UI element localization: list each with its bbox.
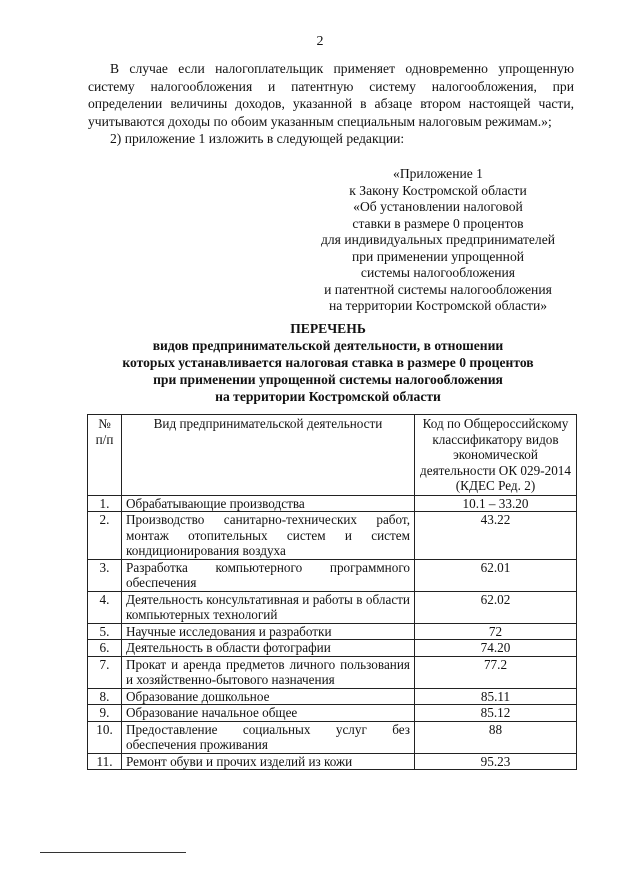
row-activity: Обрабатывающие производства [122,495,415,512]
intro-text [88,60,574,148]
appendix-header [300,166,576,315]
table-row [88,688,577,705]
row-activity: Предоставление социальных услуг без обеспечения проживания [122,721,415,753]
table-row [88,640,577,657]
row-code: 43.22 [415,512,577,560]
row-code: 62.02 [415,591,577,623]
table-header-row [88,415,577,496]
row-activity: Деятельность в области фотографии [122,640,415,657]
row-code: 10.1 – 33.20 [415,495,577,512]
row-code: 72 [415,623,577,640]
appendix-line: ставки в размере 0 процентов [352,215,524,231]
appendix-line: и патентной системы налогообложения [324,281,552,297]
row-activity: Деятельность консультативная и работы в области компьютерных технологий [122,591,415,623]
table-row [88,753,577,770]
row-code: 74.20 [415,640,577,657]
appendix-line: к Закону Костромской области [349,182,527,198]
document-heading [80,320,576,405]
row-activity: Научные исследования и разработки [122,623,415,640]
heading-line: видов предпринимательской деятельности, в отношении [152,338,504,353]
table-row [88,623,577,640]
table-row [88,591,577,623]
row-number: 8. [88,688,122,705]
row-number: 9. [88,705,122,722]
table-row [88,656,577,688]
row-code: 85.11 [415,688,577,705]
row-number: 1. [88,495,122,512]
row-number: 3. [88,559,122,591]
row-activity: Разработка компьютерного программного обеспечения [122,559,415,591]
row-number: 5. [88,623,122,640]
table-row [88,512,577,560]
table-row [88,495,577,512]
row-activity: Ремонт обуви и прочих изделий из кожи [122,753,415,770]
intro-paragraph-1: В случае если налогоплательщик применяет одновременно упрощенную систему налогообложения и патентную систему налогообложения, при определении величины доходов, указанной в абзаце втором настоящей части, учитываются доходы по обоим указанным специальным налоговым режимам.»; [88,61,574,129]
row-activity: Прокат и аренда предметов личного пользования и хозяйственно-бытового назначения [122,656,415,688]
header-activity: Вид предпринимательской деятельности [122,415,415,496]
header-number: № п/п [88,415,122,496]
row-code: 88 [415,721,577,753]
appendix-line: «Приложение 1 [393,166,483,181]
row-code: 62.01 [415,559,577,591]
footnote-divider [40,852,186,853]
row-number: 11. [88,753,122,770]
row-number: 6. [88,640,122,657]
row-number: 7. [88,656,122,688]
appendix-line: при применении упрощенной [351,248,525,264]
table-row [88,721,577,753]
row-activity: Образование дошкольное [122,688,415,705]
appendix-line: «Об установлении налоговой [353,199,523,214]
activities-table [87,414,577,770]
appendix-line: для индивидуальных предпринимателей [320,232,556,247]
header-code: Код по Общероссийскому классификатору видов экономической деятельности ОК 029-2014 (КДЕС Ред. 2) [415,415,577,496]
row-activity: Образование начальное общее [122,705,415,722]
appendix-line: системы налогообложения [360,265,516,280]
row-activity: Производство санитарно-технических работ, монтаж отопительных систем и систем кондиционирования воздуха [122,512,415,560]
heading-line: которых устанавливается налоговая ставка в размере 0 процентов [122,355,534,370]
row-code: 85.12 [415,705,577,722]
row-number: 2. [88,512,122,560]
row-number: 10. [88,721,122,753]
intro-paragraph-2: 2) приложение 1 изложить в следующей редакции: [110,131,405,146]
table-row [88,705,577,722]
row-number: 4. [88,591,122,623]
heading-line: на территории Костромской области [215,389,441,404]
appendix-line: на территории Костромской области» [328,298,548,313]
heading-line: при применении упрощенной системы налогообложения [153,372,503,387]
row-code: 95.23 [415,753,577,770]
page-number: 2 [316,34,324,49]
heading-title: ПЕРЕЧЕНЬ [290,321,366,336]
table-row [88,559,577,591]
row-code: 77.2 [415,656,577,688]
